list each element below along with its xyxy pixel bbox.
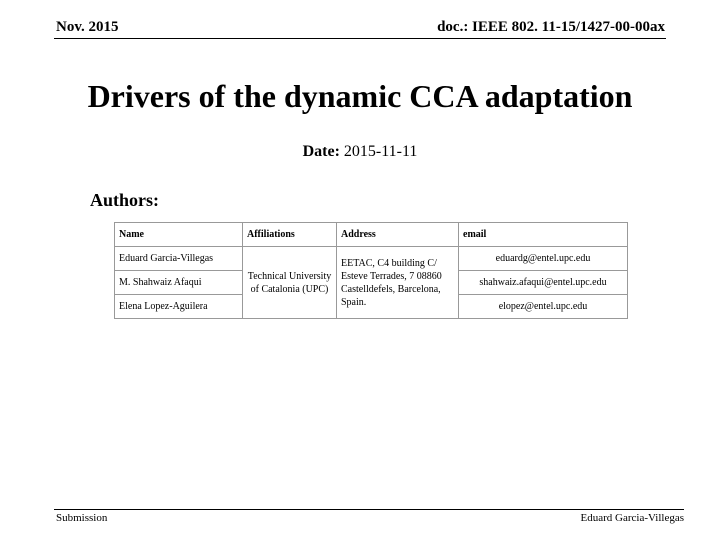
author-email: shahwaiz.afaqui@entel.upc.edu (459, 271, 628, 295)
author-email: elopez@entel.upc.edu (459, 295, 628, 319)
author-name: Eduard Garcia-Villegas (115, 247, 243, 271)
footer-submission: Submission (56, 512, 108, 524)
author-email: eduardg@entel.upc.edu (459, 247, 628, 271)
footer-divider (54, 509, 684, 510)
table-header-row (115, 223, 628, 247)
author-name: Elena Lopez-Aguilera (115, 295, 243, 319)
table-row (115, 247, 628, 271)
header-doc-id: doc.: IEEE 802. 11-15/1427-00-00ax (437, 19, 665, 35)
date-line (0, 143, 720, 161)
authors-table (114, 222, 628, 319)
footer-author: Eduard Garcia-Villegas (580, 512, 684, 524)
date-label: Date: (302, 143, 340, 160)
header-name: Name (115, 223, 243, 247)
affiliation-cell: Technical University of Catalonia (UPC) (243, 247, 337, 319)
header-address: Address (337, 223, 459, 247)
header-email: email (459, 223, 628, 247)
author-name: M. Shahwaiz Afaqui (115, 271, 243, 295)
slide-title: Drivers of the dynamic CCA adaptation (87, 78, 633, 114)
date-value: 2015-11-11 (343, 143, 418, 160)
header-date: Nov. 2015 (56, 19, 119, 35)
header-divider (54, 38, 666, 39)
header-affiliations: Affiliations (243, 223, 337, 247)
authors-heading: Authors: (90, 190, 160, 210)
address-cell: EETAC, C4 building C/ Esteve Terrades, 7 08860 Castelldefels, Barcelona, Spain. (337, 247, 459, 319)
